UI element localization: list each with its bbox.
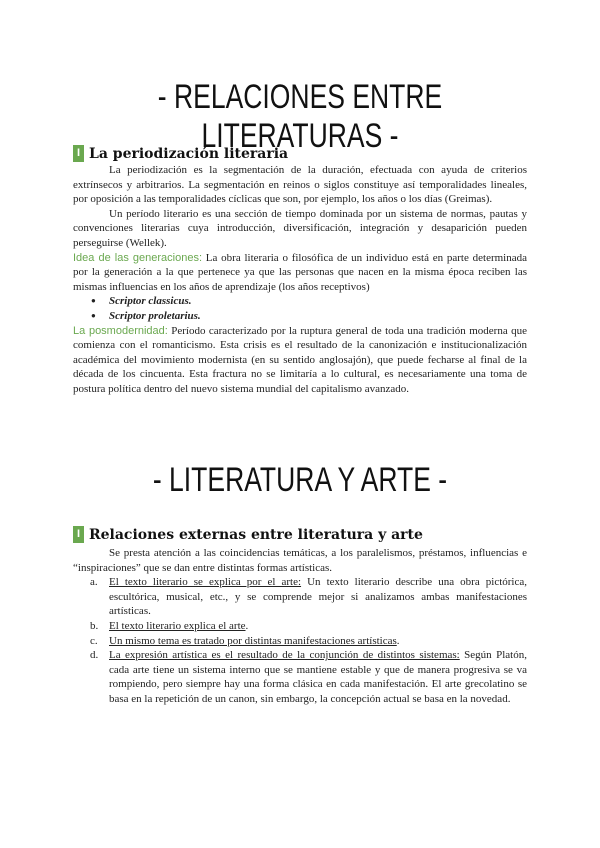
list-item: ● Scriptor classicus. <box>109 294 527 309</box>
page-title-literatura-arte: - LITERATURA Y ARTE - <box>152 461 448 499</box>
item-underlined: El texto literario se explica por el arte: <box>109 576 302 589</box>
list-item <box>73 619 527 634</box>
item-text: Un texto literario describe una obra pictórica, escultórica, musical, etc., y se comprende mejor si analizamos ambas manifestaciones artísticas. <box>109 576 527 618</box>
paragraph-posmodernidad <box>73 324 527 397</box>
section-heading-text: La periodización literaria <box>89 145 289 162</box>
paragraph-intro: Se presta atención a las coincidencias temáticas, a los paralelismos, préstamos, influencias e “inspiraciones” que se dan entre distintas formas artísticas. <box>73 547 527 574</box>
section-body-relaciones-externas <box>73 546 527 707</box>
scriptor-list <box>73 294 527 323</box>
section-heading-text: Relaciones externas entre literatura y arte <box>89 526 423 543</box>
item-text: . <box>396 634 400 647</box>
paragraph-periodizacion: La periodización es la segmentación de la duración, efectuada con ayuda de criterios extrínsecos y arbitrarios. La segmentación en reinos o siglos constituye así temporalidades lineales, por oposición a las temporalidades cíclicas que son, por ejemplo, los años o los días (Greimas). <box>73 164 527 206</box>
list-item <box>73 634 527 649</box>
list-item <box>73 648 527 706</box>
item-text: Según Platón, cada arte tiene un sistema interno que se mantiene estable y que de manera progresiva se va rompiendo, pero siempre hay una forma clásica en cada manifestación. El arte grecolatino se basa en la repetición de un canon, sin embargo, la concepción actual se basa en la novedad. <box>109 649 527 705</box>
section-heading-periodizacion <box>73 145 533 162</box>
section-heading-relaciones-externas <box>73 526 533 543</box>
paragraph-generaciones <box>73 251 527 295</box>
paragraph-periodo-literario: Un período literario es una sección de tiempo dominada por un sistema de normas, pautas y convenciones literarias cuya introducción, diversificación, integración y desaparición pueden perseguirse (Wellek). <box>73 207 527 249</box>
item-underlined: La expresión artística es el resultado de la conjunción de distintos sistemas: <box>109 649 460 662</box>
item-label: b. <box>90 619 99 632</box>
page-title-relaciones: - RELACIONES ENTRE LITERATURAS - <box>157 78 443 155</box>
item-text: . <box>245 619 249 632</box>
relations-list <box>73 575 527 706</box>
item-label: c. <box>90 634 98 647</box>
section-marker: I <box>73 145 84 162</box>
section-marker: I <box>73 526 84 543</box>
item-underlined: El texto literario explica el arte <box>109 619 246 632</box>
text-generaciones: La obra literaria o filosófica de un individuo está en parte determinada por la generación a la que pertenece ya que las personas que nacen en la misma época reciben las mismas influencias en los años de aprendizaje (los años receptivos) <box>73 251 527 293</box>
label-generaciones: Idea de las generaciones: <box>73 251 203 264</box>
section-body-periodizacion <box>73 163 527 397</box>
item-label: d. <box>90 649 99 662</box>
item-underlined: Un mismo tema es tratado por distintas manifestaciones artísticas <box>109 634 397 647</box>
text-posmodernidad: Período caracterizado por la ruptura general de toda una tradición moderna que comienza con el romanticismo. Esta crisis es el resultado de la canonización e institucionalización académica del movimiento modernista (en su sentido anglosajón), que puede fecharse al final de la década de los cincuenta. Esta fractura no se limitaría a lo cultural, es necesariamente una toma de postura política dentro del nuevo sistema mundial del capitalismo avanzado. <box>73 324 527 395</box>
list-item <box>73 575 527 619</box>
list-item: ● Scriptor proletarius. <box>109 309 527 324</box>
label-posmodernidad: La posmodernidad: <box>73 324 168 337</box>
item-label: a. <box>90 576 98 589</box>
